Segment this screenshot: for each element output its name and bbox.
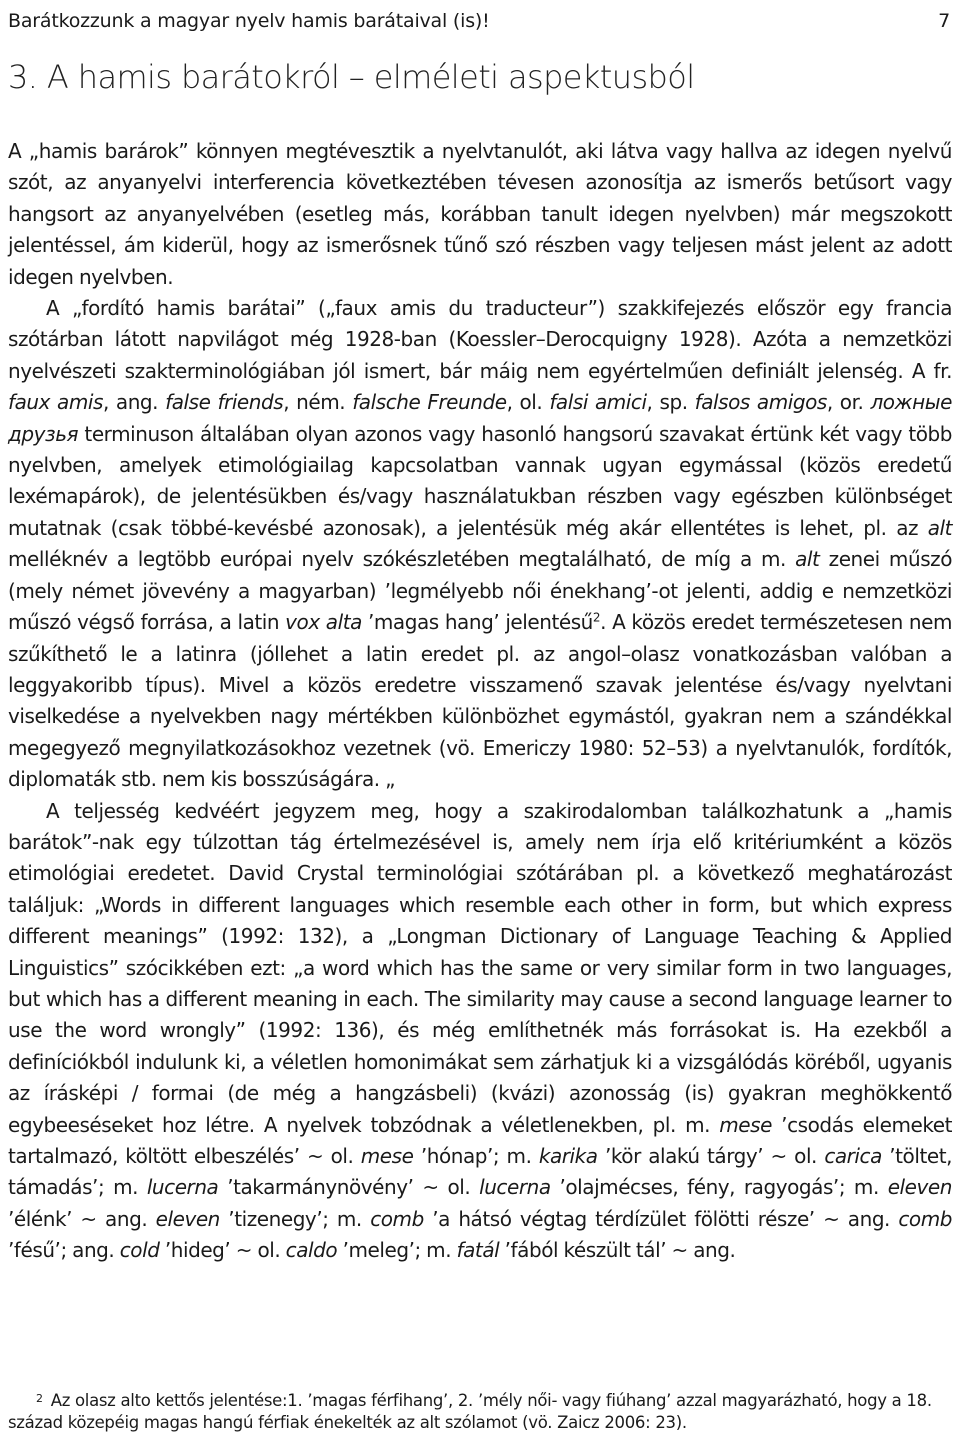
term-falsos-amigos: falsos amigos: [694, 390, 827, 415]
text-run: A teljesség kedvéért jegyzem meg, hogy a szakirodalomban találkozhatunk a „hamis barátok”-nak egy túlzottan tág értelmezésével is, amely nem írja elő kritériumként a közös etimológiai eredetet. David Crystal terminológiai szótárában pl. a következő meghatározást találjuk: „Words in different languages which resemble each other in form, but which express different meanings” (1992: 132), a „Longman Dictionary of Language Teaching & Applied Linguistics” szócikkében ezt: „a word which has the same or very similar form in two languages, but which has a different meaning in each. The similarity may cause a second language learner to use the word wrongly” (1992: 136), és még említhetnék más forrásokat is. Ha ezekből a definíciókból indulunk ki, a véletlen homonimákat sem zárhatjuk ki a vizsgálódás köréből, ugyanis az írásképi / formai (de még a hangzásbeli) (kvázi) azonosság (is) gyakran meghökkentő egybeeséseket hoz létre. A nyelvek tobzódnak a véletlenekben, pl. m.: [8, 798, 952, 1137]
term-mese: mese: [360, 1144, 414, 1168]
text-run: , sp.: [646, 390, 695, 415]
page-number: 7: [938, 10, 950, 32]
term-falsi-amici: falsi amici: [549, 390, 647, 415]
term-eleven: eleven: [155, 1206, 220, 1231]
term-karika: karika: [538, 1144, 598, 1168]
text-run: ’kör alakú tárgy’ ~ ol.: [597, 1144, 825, 1168]
footnote-text: Az olasz alto kettős jelentése:1. ’magas férfihang’, 2. ’mély női- vagy fiúhang’ azzal magyarázható, hogy a 18. század közepéig magas hangú férfiak énekelték az alt szólamot (vö. Zaicz 2006: 23).: [8, 1391, 932, 1432]
term-carica: carica: [824, 1144, 882, 1168]
term-comb: comb: [898, 1206, 952, 1231]
footnote-2: [8, 1390, 952, 1434]
text-run: ’élénk’ ~ ang.: [8, 1206, 156, 1231]
term-false-friends: false friends: [165, 390, 284, 415]
text-run: A „fordító hamis barátai” („faux amis du traducteur”) szakkifejezés először egy francia szótárban látott napvilágot még 1928-ban (Koessler–Derocquigny 1928). Azóta a nemzetközi nyelvészeti szakterminológiában jól ismert, bár máig nem egyértelműen definiált jelenség. A fr.: [8, 296, 952, 383]
text-run: melléknév a legtöbb európai nyelv szókészletében megtalálható, de míg a m.: [8, 547, 796, 572]
footnote-number: 2: [36, 1392, 43, 1405]
text-run: ’meleg’; m.: [337, 1238, 457, 1263]
text-run: ’magas hang’ jelentésű: [361, 610, 593, 635]
footnotes: [8, 1390, 952, 1434]
text-run: ’olajmécses, fény, ragyogás’; m.: [550, 1175, 888, 1200]
term-fatal: fatál: [456, 1238, 500, 1263]
term-lucerna: lucerna: [479, 1175, 551, 1200]
text-run: terminuson általában olyan azonos vagy hasonló hangsorú szavakat értünk két vagy több nyelvben, amelyek etimológiailag kapcsolatban vannak ugyan egymással (közös eredetű lexémapárok), de jelentésükben és/vagy használatukban részben vagy egészben különbséget mutatnak (csak többé-kevésbé azonosak), a jelentésük még akár ellentétes is lehet, pl. az: [8, 421, 952, 540]
footnote-reference[interactable]: 2: [592, 610, 601, 625]
text-run: , ném.: [283, 390, 353, 415]
term-falsche-freunde: falsche Freunde: [352, 390, 507, 415]
text-run: ’fésű’; ang.: [8, 1238, 120, 1263]
term-vox-alta: vox alta: [285, 610, 362, 635]
text-run: ’hideg’ ~ ol.: [159, 1238, 286, 1263]
term-eleven: eleven: [887, 1175, 952, 1200]
text-run: ’fából készült tál’ ~ ang.: [499, 1238, 736, 1263]
text-run: ’töltet, támadás’; m.: [8, 1144, 952, 1200]
text-run: ’csodás elemeket tartalmazó, költött elbeszélés’ ~ ol.: [8, 1112, 952, 1168]
running-header: [8, 4, 950, 38]
term-mese: mese: [719, 1112, 772, 1137]
text-run: ’a hátsó végtag térdízület fölötti része’ ~ ang.: [423, 1206, 899, 1231]
paragraph-2: [8, 293, 952, 796]
text-run: ’tizenegy’; m.: [219, 1206, 371, 1231]
term-lucerna: lucerna: [146, 1175, 219, 1200]
text-run: , ol.: [506, 390, 550, 415]
text-run: , or.: [826, 390, 871, 415]
text-run: , ang.: [102, 390, 166, 415]
term-comb: comb: [370, 1206, 424, 1231]
text-run: ’hónap’; m.: [413, 1144, 539, 1168]
section-title-text: 3. A hamis barátokról – elméleti aspektusból: [8, 58, 695, 96]
running-title: Barátkozzunk a magyar nyelv hamis barátaival (is)!: [8, 10, 490, 32]
term-cold: cold: [119, 1238, 160, 1263]
body-text: [8, 136, 952, 1267]
term-lozhnye-druzya: ложные друзья: [8, 390, 952, 446]
term-alt: alt: [927, 515, 952, 540]
term-alt: alt: [795, 547, 820, 572]
term-faux-amis: faux amis: [8, 390, 103, 415]
paragraph-1: A „hamis barárok” könnyen megtévesztik a nyelvtanulót, aki látva vagy hallva az idegen nyelvű szót, az anyanyelvi interferencia következtében tévesen azonosítja az ismerős betűsort vagy hangsort az anyanyelvében (esetleg más, korábban tanult idegen nyelvben) már megszokott jelentéssel, ám kiderül, hogy az ismerősnek tűnő szó részben vagy teljesen mást jelent az adott idegen nyelvben.: [8, 139, 952, 289]
text-run: zenei műszó (mely német jövevény a magyarban) ’legmélyebb női énekhang’-ot jelenti, addig e nemzetközi műszó végső forrása, a latin: [8, 547, 952, 635]
text-run: ’takarmánynövény’ ~ ol.: [218, 1175, 480, 1200]
text-run: . A közös eredet természetesen nem szűkíthető le a latinra (jóllehet a latin eredet pl. az angol–olasz vonatkozásban valóban a leggyakoribb típus). Mivel a közös eredetre visszamenő szavak jelentése és/vagy nyelvtani viselkedése a nyelvekben nagy mértékben különbözhet egymástól, gyakran nem a szándékkal megegyező megnyilatkozásokhoz vezetnek (vö. Emericzy 1980: 52–53) a nyelvtanulók, fordítók, diplomaták stb. nem kis bosszúságára. „: [8, 610, 952, 792]
paragraph-3: [8, 796, 952, 1267]
term-caldo: caldo: [285, 1238, 338, 1263]
section-title: [8, 58, 948, 96]
